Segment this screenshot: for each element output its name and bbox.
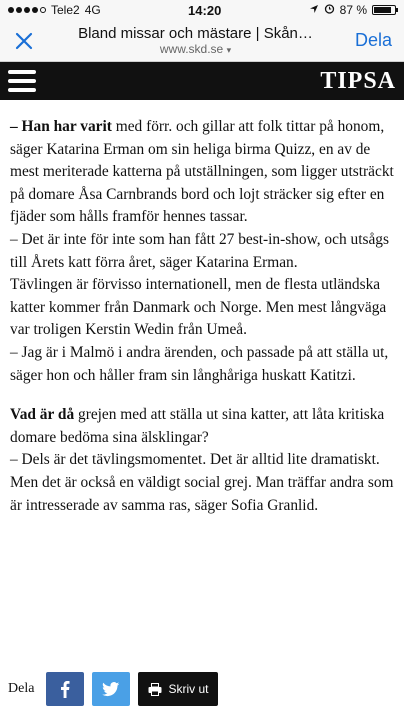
article-body bbox=[0, 100, 404, 517]
article-paragraph: – Jag är i Malmö i andra ärenden, och passade på att ställa ut, säger hon och håller fram sin långhåriga huskatt Katitzi. bbox=[10, 343, 389, 384]
location-icon bbox=[309, 3, 319, 17]
page-title-area[interactable] bbox=[36, 25, 355, 56]
facebook-icon bbox=[60, 680, 70, 698]
site-logo[interactable]: TIPSA bbox=[320, 67, 396, 94]
signal-strength-icon bbox=[8, 7, 46, 13]
lead-in: Vad är då bbox=[10, 406, 75, 424]
twitter-icon bbox=[102, 682, 120, 697]
clock: 14:20 bbox=[188, 2, 222, 18]
twitter-share-button[interactable] bbox=[92, 672, 130, 706]
browser-nav-bar bbox=[0, 20, 404, 62]
site-header bbox=[0, 62, 404, 100]
status-bar bbox=[0, 0, 404, 20]
share-button[interactable]: Dela bbox=[354, 30, 392, 50]
close-icon bbox=[15, 32, 33, 50]
paragraph-text: med förr. och gillar att folk tittar på honom, säger Katarina Erman om sin heliga birma Quizz, en av de mest meriterade katterna på utställningen, som ligger utsträckt på domare Åsa Carnbrands bord och lojt sträcker sig efter en fjäder som hålls framför hennes tassar. bbox=[10, 118, 394, 226]
print-label: Skriv ut bbox=[168, 682, 209, 696]
article-paragraph: – Dels är det tävlingsmomentet. Det är alltid lite dramatiskt. Men det är också en väldigt social grej. Man träffar andra som är intresserade av samma ras, säger Sofia Granlid. bbox=[10, 451, 394, 514]
print-button[interactable] bbox=[138, 672, 218, 706]
share-bar bbox=[8, 672, 218, 706]
carrier-name: Tele2 bbox=[51, 3, 80, 17]
network-type: 4G bbox=[84, 3, 101, 17]
lead-in: – Han har varit bbox=[10, 118, 112, 135]
alarm-icon bbox=[324, 3, 335, 17]
page-url: www.skd.se bbox=[159, 42, 224, 56]
article-paragraph: Tävlingen är förvisso internationell, men de flesta utländska katter kommer från Danmark och Norge. Men mest långväga var troligen Kerstin Wedin från Umeå. bbox=[10, 276, 387, 339]
page-title: Bland missar och mästare | Skån… bbox=[78, 25, 313, 42]
facebook-share-button[interactable] bbox=[46, 672, 84, 706]
article-paragraph bbox=[10, 116, 394, 229]
article-paragraph bbox=[10, 404, 394, 449]
close-button[interactable] bbox=[12, 29, 36, 53]
printer-icon bbox=[148, 683, 162, 696]
article-paragraph: – Det är inte för inte som han fått 27 best-in-show, och utsågs till Årets katt förra året, säger Katarina Erman. bbox=[10, 230, 389, 271]
menu-icon[interactable] bbox=[8, 70, 36, 92]
paragraph-text: grejen med att ställa ut sina katter, att låta kritiska domare bedöma sina älsklingar? bbox=[10, 406, 385, 446]
battery-percent: 87 % bbox=[339, 3, 367, 17]
share-label: Dela bbox=[8, 681, 35, 696]
battery-icon bbox=[372, 5, 396, 15]
chevron-down-icon: ▾ bbox=[226, 45, 232, 55]
